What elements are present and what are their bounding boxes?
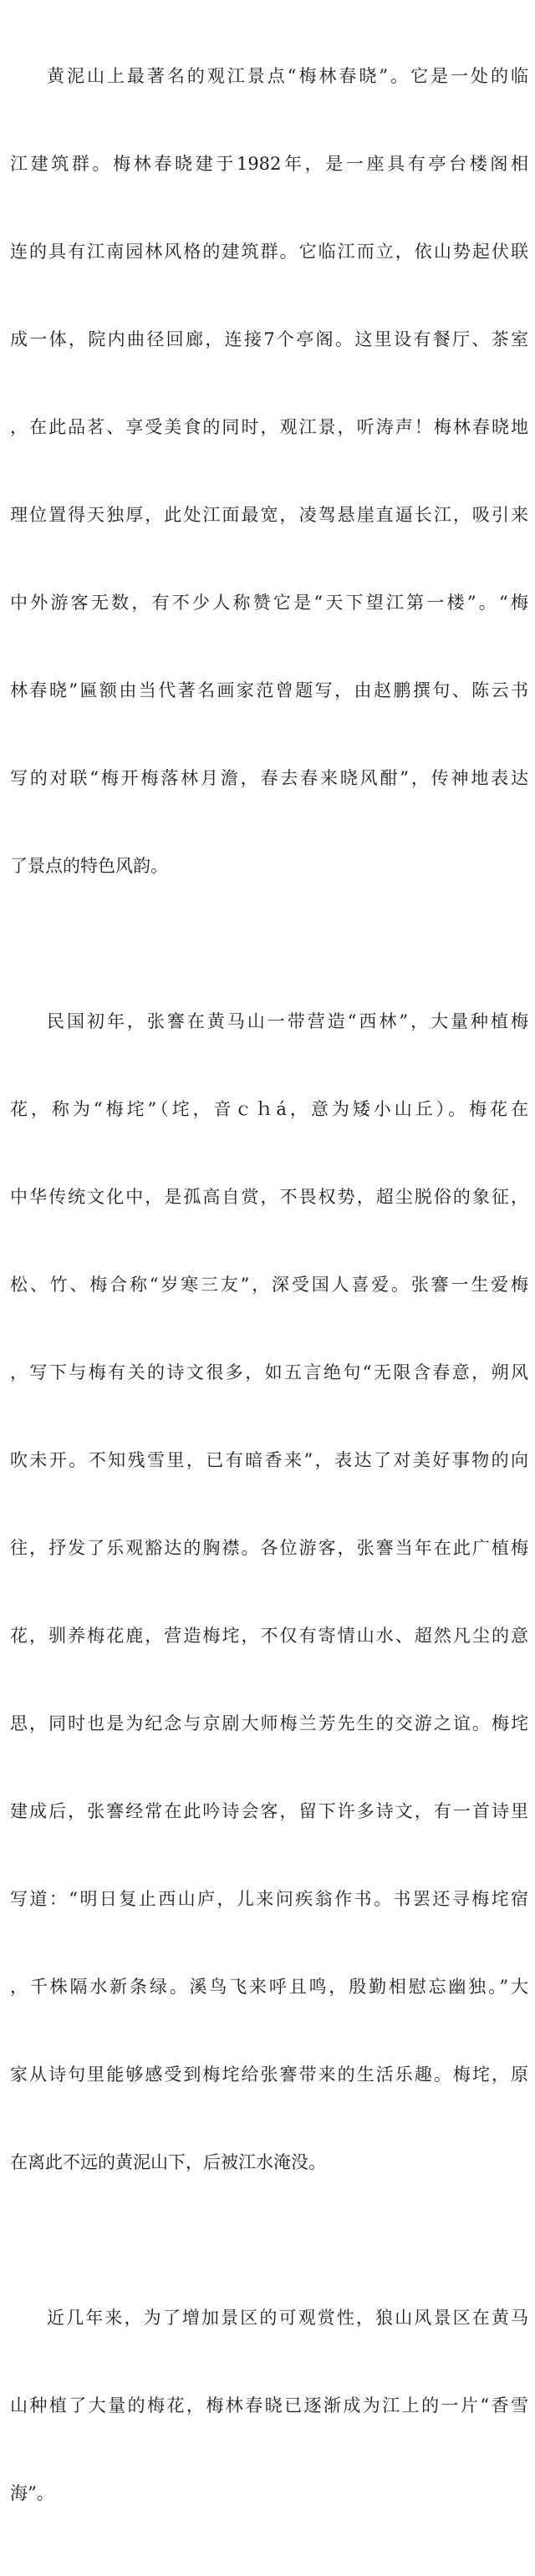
text-line: 建成后，张謇经常在此吟诗会客，留下许多诗文，有一首诗里 bbox=[10, 1801, 528, 1821]
text-line: 林春晓”匾额由当代著名画家范曾题写，由赵鹏撰句、陈云书 bbox=[10, 680, 528, 700]
text-line: 思，同时也是为纪念与京剧大师梅兰芳先生的交游之谊。梅垞 bbox=[10, 1713, 528, 1733]
paragraph-xiangxuehai bbox=[10, 2245, 528, 2567]
text-line: 民国初年，张謇在黄马山一带营造“西林”，大量种植梅 bbox=[47, 1011, 528, 1031]
document-body bbox=[10, 3, 528, 2576]
text-line: 写道：“明日复止西山庐，儿来问疾翁作书。书罢还寻梅垞宿 bbox=[10, 1889, 528, 1909]
text-line: 往，抒发了乐观豁达的胸襟。各位游客，张謇当年在此广植梅 bbox=[10, 1538, 528, 1558]
text-line: 中外游客无数，有不少人称赞它是“天下望江第一楼”。“梅 bbox=[10, 593, 528, 613]
text-line: ，写下与梅有关的诗文很多，如五言绝句“无限含春意，朔风 bbox=[10, 1362, 528, 1382]
text-line: 江建筑群。梅林春晓建于1982年，是一座具有亭台楼阁相 bbox=[10, 154, 528, 174]
text-line: 了景点的特色风韵。 bbox=[10, 856, 168, 876]
text-line: 中华传统文化中，是孤高自赏，不畏权势，超尘脱俗的象征， bbox=[10, 1187, 528, 1207]
text-line: 连的具有江南园林风格的建筑群。它临江而立，依山势起伏联 bbox=[10, 242, 528, 262]
text-line: 吹未开。不知残雪里，已有暗香来”，表达了对美好事物的向 bbox=[10, 1450, 528, 1470]
text-line: 黄泥山上最著名的观江景点“梅林春晓”。它是一处的临 bbox=[47, 66, 528, 86]
text-line: 理位置得天独厚，此处江面最宽，凌驾悬崖直逼长江，吸引来 bbox=[10, 505, 528, 525]
text-line: ，千株隔水新条绿。溪鸟飞来呼且鸣，殷勤相慰忘幽独。”大 bbox=[10, 1977, 528, 1997]
text-line: 家从诗句里能够感受到梅垞给张謇带来的生活乐趣。梅垞，原 bbox=[10, 2064, 528, 2085]
text-line: 花，驯养梅花鹿，营造梅垞，不仅有寄情山水、超然凡尘的意 bbox=[10, 1626, 528, 1646]
text-line: 花，称为“梅垞”（垞，音ｃｈá，意为矮小山丘）。梅花在 bbox=[10, 1099, 528, 1119]
text-line: 近几年来，为了增加景区的可观赏性，狼山风景区在黄马 bbox=[47, 2308, 528, 2328]
text-line: 成一体，院内曲径回廊，连接7个亭阁。这里设有餐厅、茶室 bbox=[10, 329, 528, 349]
text-line: 写的对联“梅开梅落林月澹，春去春来晓风酣”，传神地表达 bbox=[10, 768, 528, 788]
paragraph-meicha bbox=[10, 949, 528, 2236]
paragraph-meilin-chunxiao bbox=[10, 3, 528, 939]
text-line: 松、竹、梅合称“岁寒三友”，深受国人喜爱。张謇一生爱梅 bbox=[10, 1275, 528, 1295]
text-line: 山种植了大量的梅花，梅林春晓已逐渐成为江上的一片“香雪 bbox=[10, 2395, 528, 2416]
text-line: ，在此品茗、享受美食的同时，观江景，听涛声！梅林春晓地 bbox=[10, 417, 528, 437]
text-line: 在离此不远的黄泥山下，后被江水淹没。 bbox=[10, 2152, 326, 2172]
text-line: 海”。 bbox=[10, 2483, 54, 2503]
